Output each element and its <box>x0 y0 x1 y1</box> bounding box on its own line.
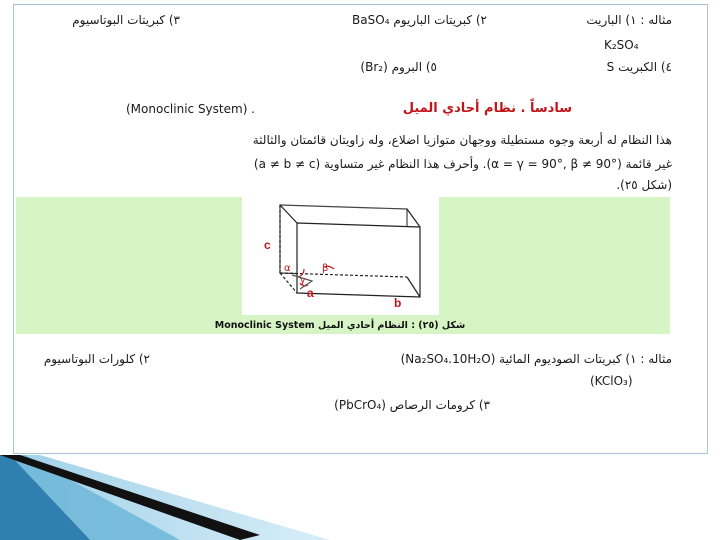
label-alpha: α <box>284 263 291 274</box>
example2-line3: ٣) كرومات الرصاص (PbCrO₄) <box>334 398 490 412</box>
example2-line1a: مثاله : ١) كبريتات الصوديوم المائية (Na₂SO₄.10H₂O) <box>400 352 672 366</box>
label-gamma: γ <box>300 276 306 286</box>
monoclinic-crystal-diagram <box>242 197 439 315</box>
example1-line3a: ٤) الكبريت S <box>606 60 672 74</box>
section-title-ar: سادساً . نظام أحادي الميل <box>402 101 572 116</box>
example1-line3b: ٥) البروم (Br₂) <box>360 60 437 74</box>
section-para2: غير قائمة (α = γ = 90°, β ≠ 90°). وأحرف هذا النظام غير متساوية (a ≠ b ≠ c) <box>253 157 672 171</box>
example1-line1: مثاله : ١) الباريت <box>586 13 672 27</box>
label-c: c <box>264 238 271 252</box>
section-para3: (شكل ٢٥). <box>616 178 672 192</box>
section-title-en: (Monoclinic System) . <box>126 102 255 116</box>
example2-line1b: ٢) كلورات البوتاسيوم <box>43 352 150 366</box>
decorative-swoosh <box>0 455 720 540</box>
example1-line1b: ٢) كبريتات الباريوم BaSO₄ <box>352 13 487 27</box>
figure-image <box>242 197 439 315</box>
figure-caption: شكل (٢٥) : النظام أحادي الميل Monoclinic System <box>214 320 466 331</box>
label-beta: β <box>322 263 329 274</box>
section-para1: هذا النظام له أربعة وجوه مستطيلة ووجهان متوازيا اضلاع، وله زاويتان قائمتان والثالثة <box>252 133 672 147</box>
example1-line1c: ٣) كبريتات البوتاسيوم <box>72 13 180 27</box>
example1-line2: K₂SO₄ <box>604 38 639 52</box>
label-b: b <box>394 296 402 310</box>
example2-line2: (KClO₃) <box>590 374 633 388</box>
label-a: a <box>307 286 314 300</box>
